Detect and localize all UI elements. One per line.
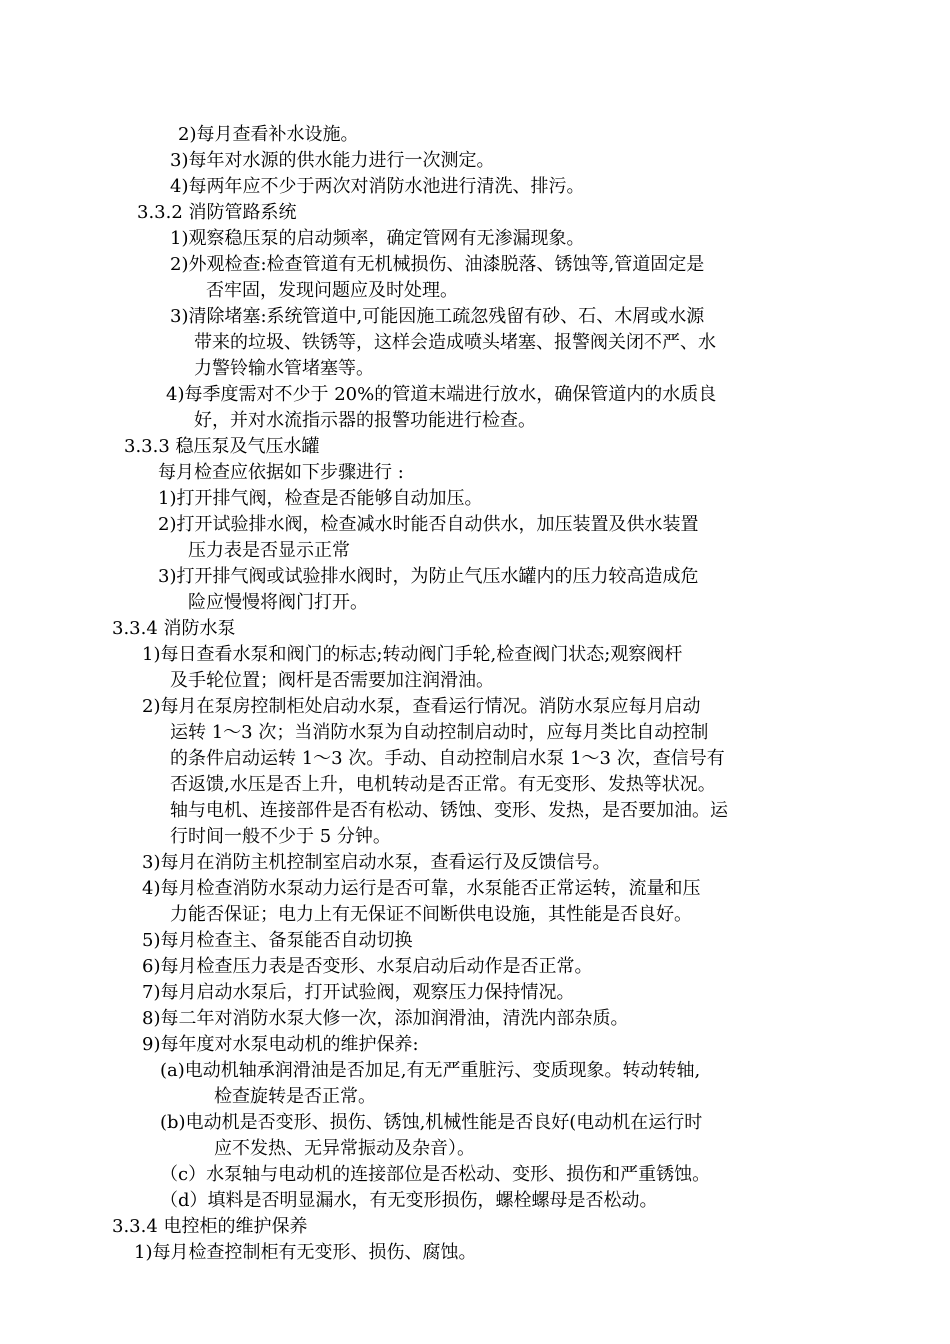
text-line: 4)每月检查消防水泵动力运行是否可靠，水泵能否正常运转，流量和压 — [142, 878, 701, 899]
text-line: 检查旋转是否正常。 — [214, 1086, 376, 1107]
text-line: 3)每年对水源的供水能力进行一次测定。 — [170, 150, 495, 171]
text-line: 险应慢慢将阀门打开。 — [188, 592, 368, 613]
text-line: 力警铃输水管堵塞等。 — [194, 358, 374, 379]
section-heading: 3.3.3 稳压泵及气压水罐 — [124, 436, 320, 457]
text-line: 2)打开试验排水阀，检查减水时能否自动供水，加压装置及供水装置 — [158, 514, 699, 535]
text-line: (b)电动机是否变形、损伤、锈蚀,机械性能是否良好(电动机在运行时 — [160, 1112, 703, 1133]
text-line: 好，并对水流指示器的报警功能进行检查。 — [194, 410, 536, 431]
text-line: 1)每月检查控制柜有无变形、损伤、腐蚀。 — [134, 1242, 477, 1263]
text-line: 5)每月检查主、备泵能否自动切换 — [142, 930, 413, 951]
text-line: (a)电动机轴承润滑油是否加足,有无严重脏污、变质现象。转动转轴, — [160, 1060, 701, 1081]
text-line: 力能否保证；电力上有无保证不间断供电设施，其性能是否良好。 — [170, 904, 692, 925]
text-line: 及手轮位置；阀杆是否需要加注润滑油。 — [170, 670, 494, 691]
section-heading: 3.3.2 消防管路系统 — [137, 202, 297, 223]
text-line: 9)每年度对水泵电动机的维护保养: — [142, 1034, 419, 1055]
text-line: 4)每季度需对不少于 20%的管道末端进行放水，确保管道内的水质良 — [166, 384, 717, 405]
text-line: 1)每日查看水泵和阀门的标志;转动阀门手轮,检查阀门状态;观察阀杆 — [142, 644, 683, 665]
text-line: 轴与电机、连接部件是否有松动、锈蚀、变形、发热，是否要加油。运 — [170, 800, 728, 821]
text-line: 8)每二年对消防水泵大修一次，添加润滑油，清洗内部杂质。 — [142, 1008, 629, 1029]
text-line: 行时间一般不少于 5 分钟。 — [170, 826, 391, 847]
text-line: 否牢固，发现问题应及时处理。 — [206, 280, 458, 301]
text-line: 4)每两年应不少于两次对消防水池进行清洗、排污。 — [170, 176, 585, 197]
text-line: 2)每月查看补水设施。 — [178, 124, 359, 145]
text-line: （c）水泵轴与电动机的连接部位是否松动、变形、损伤和严重锈蚀。 — [160, 1164, 711, 1185]
text-line: 运转 1～3 次；当消防水泵为自动控制启动时，应每月类比自动控制 — [170, 722, 709, 743]
text-line: 2)外观检查:检查管道有无机械损伤、油漆脱落、锈蚀等,管道固定是 — [170, 254, 705, 275]
text-line: 3)每月在消防主机控制室启动水泵，查看运行及反馈信号。 — [142, 852, 611, 873]
text-line: 每月检查应依据如下步骤进行 : — [158, 462, 404, 483]
text-line: 6)每月检查压力表是否变形、水泵启动后动作是否正常。 — [142, 956, 593, 977]
text-line: 带来的垃圾、铁锈等，这样会造成喷头堵塞、报警阀关闭不严、水 — [194, 332, 716, 353]
section-heading: 3.3.4 消防水泵 — [112, 618, 236, 639]
text-line: 1)打开排气阀，检查是否能够自动加压。 — [158, 488, 483, 509]
text-line: 1)观察稳压泵的启动频率，确定管网有无渗漏现象。 — [170, 228, 585, 249]
text-line: （d）填料是否明显漏水，有无变形损伤，螺栓螺母是否松动。 — [160, 1190, 658, 1211]
text-line: 否返馈,水压是否上升，电机转动是否正常。有无变形、发热等状况。 — [170, 774, 716, 795]
text-line: 3)清除堵塞:系统管道中,可能因施工疏忽残留有砂、石、木屑或水源 — [170, 306, 705, 327]
text-line: 应不发热、无异常振动及杂音）。 — [214, 1138, 475, 1159]
section-heading: 3.3.4 电控柜的维护保养 — [112, 1216, 308, 1237]
text-line: 7)每月启动水泵后，打开试验阀，观察压力保持情况。 — [142, 982, 575, 1003]
text-line: 2)每月在泵房控制柜处启动水泵，查看运行情况。消防水泵应每月启动 — [142, 696, 701, 717]
text-line: 的条件启动运转 1～3 次。手动、自动控制启水泵 1～3 次，查信号有 — [170, 748, 725, 769]
text-line: 压力表是否显示正常 — [188, 540, 350, 561]
text-line: 3)打开排气阀或试验排水阀时，为防止气压水罐内的压力较高造成危 — [158, 566, 699, 587]
